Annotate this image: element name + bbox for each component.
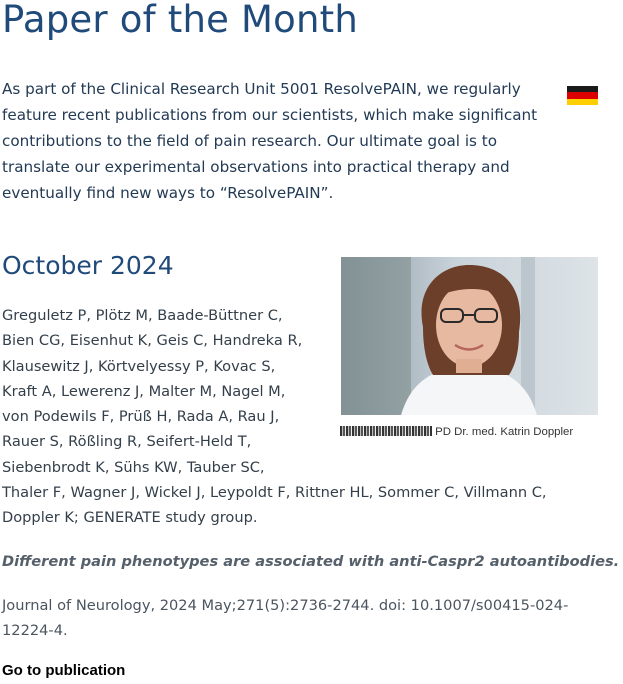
journal-citation: Journal of Neurology, 2024 May;271(5):2736-2744. doi: 10.1007/s00415-024-12224-4.	[2, 597, 569, 640]
author-line: Siebenbrodt K, Sühs KW, Tauber SC,	[2, 458, 265, 476]
photo-caption	[340, 426, 610, 438]
go-to-publication-link[interactable]: Go to publication	[2, 662, 126, 679]
intro-text: As part of the Clinical Research Unit 5001 ResolvePAIN, we regularly feature recent publications from our scientists, which make significant contributions to the field of pain research. Our ultimate goal is to translate our experimental observations into practical therapy and eventually find new ways to “ResolvePAIN”.	[2, 80, 538, 202]
german-flag-icon[interactable]	[567, 86, 598, 105]
copyright-watermark	[340, 426, 432, 436]
photo-caption-text: PD Dr. med. Katrin Doppler	[435, 426, 574, 438]
author-line: Kraft A, Lewerenz J, Malter M, Nagel M,	[2, 382, 286, 400]
author-line: Thaler F, Wagner J, Wickel J, Leypoldt F, Rittner HL, Sommer C, Villmann C,	[2, 484, 547, 502]
author-photo	[341, 257, 598, 415]
paper-title: Different pain phenotypes are associated with anti-Caspr2 autoantibodies.	[2, 553, 620, 570]
author-line: Rauer S, Rößling R, Seifert-Held T,	[2, 433, 252, 451]
author-line: Bien CG, Eisenhut K, Geis C, Handreka R,	[2, 332, 303, 350]
month-heading: October 2024	[2, 251, 174, 280]
page-title: Paper of the Month	[2, 0, 359, 41]
author-line: Greguletz P, Plötz M, Baade-Büttner C,	[2, 307, 283, 324]
author-line: Klausewitz J, Körtvelyessy P, Kovac S,	[2, 357, 276, 375]
author-line: von Podewils F, Prüß H, Rada A, Rau J,	[2, 408, 280, 426]
author-line: Doppler K; GENERATE study group.	[2, 509, 258, 527]
